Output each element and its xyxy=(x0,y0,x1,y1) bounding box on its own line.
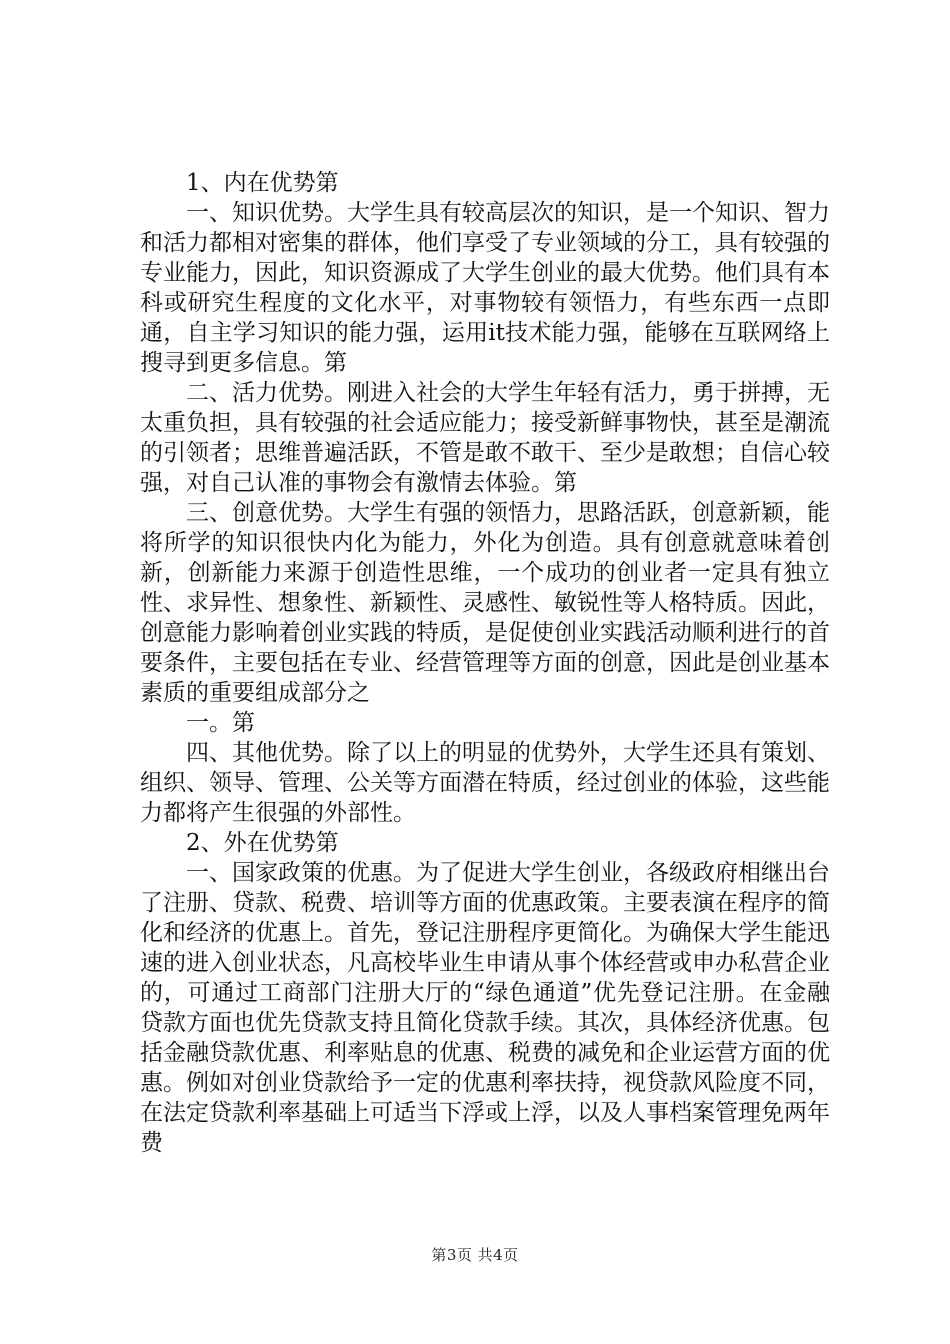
section-heading-external: 2、外在优势第 xyxy=(186,830,339,856)
paragraph-vitality-advantage: 二、活力优势。刚进入社会的大学生年轻有活力，勇于拼搏，无太重负担，具有较强的社会适应能力；接受新鲜事物快，甚至是潮流的引领者；思维普遍活跃，不管是敢不敢干、至少是敢想；自信心较强，对自己认准的事物会有激情去体验。第 xyxy=(140,380,830,496)
paragraph-creativity-advantage: 三、创意优势。大学生有强的领悟力，思路活跃，创意新颖，能将所学的知识很快内化为能力，外化为创造。具有创意就意味着创新，创新能力来源于创造性思维，一个成功的创业者一定具有独立性、求异性、想象性、新颖性、灵感性、敏锐性等人格特质。因此，创意能力影响着创业实践的特质，是促使创业实践活动顺利进行的首要条件，主要包括在专业、经营管理等方面的创意，因此是创业基本素质的重要组成部分之 xyxy=(140,500,830,706)
page-number-footer: 第3页 共4页 xyxy=(431,1246,519,1264)
paragraph-knowledge-advantage: 一、知识优势。大学生具有较高层次的知识，是一个知识、智力和活力都相对密集的群体，他们享受了专业领域的分工，具有较强的专业能力，因此，知识资源成了大学生创业的最大优势。他们具有本科或研究生程度的文化水平，对事物较有领悟力，有些东西一点即通，自主学习知识的能力强，运用it技术能力强，能够在互联网络上搜寻到更多信息。第 xyxy=(140,200,830,376)
paragraph-policy-advantage: 一、国家政策的优惠。为了促进大学生创业，各级政府相继出台了注册、贷款、税费、培训等方面的优惠政策。主要表演在程序的简化和经济的优惠上。首先，登记注册程序更简化。为确保大学生能迅速的进入创业状态，凡高校毕业生申请从事个体经营或申办私营企业的，可通过工商部门注册大厅的“绿色通道”优先登记注册。在金融贷款方面也优先贷款支持且简化贷款手续。其次，具体经济优惠。包括金融贷款优惠、利率贴息的优惠、税费的减免和企业运营方面的优惠。例如对创业贷款给予一定的优惠利率扶持，视贷款风险度不同，在法定贷款利率基础上可适当下浮或上浮，以及人事档案管理免两年费 xyxy=(140,860,830,1156)
paragraph-continuation: 一。第 xyxy=(186,710,255,736)
paragraph-other-advantage: 四、其他优势。除了以上的明显的优势外，大学生还具有策划、组织、领导、管理、公关等方面潜在特质，经过创业的体验，这些能力都将产生很强的外部性。 xyxy=(140,740,830,826)
section-heading-internal: 1、内在优势第 xyxy=(186,170,339,196)
document-body xyxy=(140,168,830,1158)
